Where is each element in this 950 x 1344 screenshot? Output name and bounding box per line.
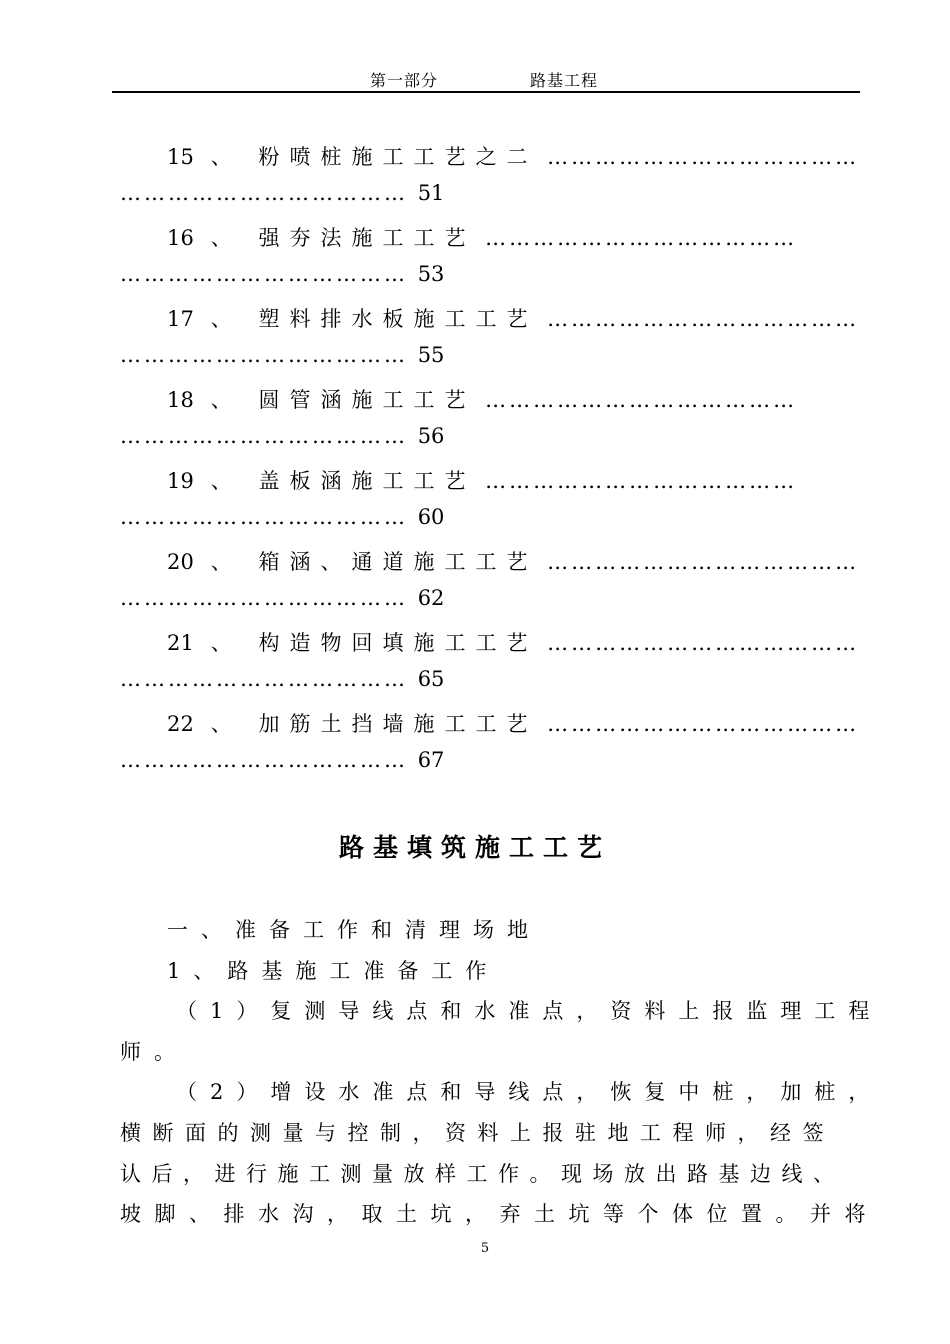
paragraph-1-line-1: （1）复测导线点和水准点，资料上报监理工程 [176,999,883,1023]
toc-entry-title: 箱涵、通道施工工艺 [258,550,538,574]
toc-entry [167,546,859,576]
toc-entry-separator: 、 [194,226,259,250]
toc-leader-dots: ……………………………… [120,262,418,286]
heading-roadbed-preparation: 1、路基施工准备工作 [167,959,500,983]
toc-entry-page: 55 [417,343,445,367]
toc-leader-dots: ………………………………… [537,712,860,736]
toc-entry-continuation [120,748,444,772]
paragraph-2-line-2: 横断面的测量与控制，资料上报驻地工程师，经签 [120,1121,835,1145]
toc-entry-continuation [120,505,444,529]
toc-entry-page: 56 [417,424,445,448]
toc-entry-separator: 、 [194,550,259,574]
toc-entry-separator: 、 [194,469,259,493]
toc-entry-number: 18 [167,388,195,412]
paragraph-2-line-4: 坡脚、排水沟，取土坑，弃土坑等个体位置。并将 [120,1202,879,1226]
toc-entry-continuation [120,586,444,610]
toc-leader-dots: ……………………………… [120,181,418,205]
toc-entry-number: 15 [167,145,195,169]
paragraph-1-line-2: 师。 [120,1040,188,1064]
toc-leader-dots: ……………………………… [120,748,418,772]
toc-entry-title: 加筋土挡墙施工工艺 [258,712,538,736]
toc-leader-dots: ……………………………… [120,343,418,367]
toc-entry-continuation [120,343,444,367]
toc-entry-page: 60 [417,505,445,529]
toc-leader-dots: ……………………………… [120,667,418,691]
toc-entry-separator: 、 [194,388,259,412]
toc-leader-dots: ………………………………… [537,307,860,331]
toc-entry-title: 强夯法施工工艺 [258,226,476,250]
toc-entry-title: 塑料排水板施工工艺 [258,307,538,331]
toc-entry-continuation [120,667,444,691]
toc-leader-dots: ……………………………… [120,586,418,610]
toc-entry-continuation [120,181,444,205]
toc-entry [167,627,859,657]
toc-entry-number: 16 [167,226,195,250]
toc-entry-page: 67 [417,748,445,772]
toc-entry-page: 65 [417,667,445,691]
toc-entry-number: 22 [167,712,195,736]
toc-entry-title: 粉喷桩施工工艺之二 [258,145,538,169]
toc-entry [167,465,797,495]
toc-entry-separator: 、 [194,145,259,169]
toc-entry [167,708,859,738]
page-number: 5 [480,1241,490,1256]
toc-leader-dots: ………………………………… [475,226,798,250]
toc-entry-number: 20 [167,550,195,574]
toc-leader-dots: ………………………………… [537,631,860,655]
toc-entry-title: 构造物回填施工工艺 [258,631,538,655]
toc-entry-number: 19 [167,469,195,493]
toc-entry-page: 53 [417,262,445,286]
toc-entry-separator: 、 [194,307,259,331]
toc-leader-dots: ………………………………… [475,469,798,493]
page-header-part: 第一部分 [370,71,439,90]
toc-entry-page: 62 [417,586,445,610]
heading-preparation: 一、准备工作和清理场地 [167,918,541,942]
header-rule [112,91,860,93]
toc-leader-dots: ………………………………… [475,388,798,412]
toc-entry [167,141,859,171]
toc-entry-page: 51 [417,181,445,205]
section-title: 路基填筑施工工艺 [338,833,611,862]
toc-leader-dots: ………………………………… [537,550,860,574]
toc-entry-title: 圆管涵施工工艺 [258,388,476,412]
toc-entry-separator: 、 [194,712,259,736]
paragraph-2-line-3: 认后，进行施工测量放样工作。现场放出路基边线、 [120,1162,845,1186]
toc-entry-number: 17 [167,307,195,331]
toc-entry [167,222,797,252]
toc-entry-continuation [120,424,444,448]
paragraph-2-line-1: （2）增设水准点和导线点，恢复中桩，加桩， [176,1080,883,1104]
toc-leader-dots: ………………………………… [537,145,860,169]
toc-leader-dots: ……………………………… [120,505,418,529]
toc-entry [167,384,797,414]
toc-entry-number: 21 [167,631,195,655]
toc-leader-dots: ……………………………… [120,424,418,448]
page-header-title: 路基工程 [530,71,599,90]
toc-entry [167,303,859,333]
toc-entry-continuation [120,262,444,286]
toc-entry-title: 盖板涵施工工艺 [258,469,476,493]
toc-entry-separator: 、 [194,631,259,655]
